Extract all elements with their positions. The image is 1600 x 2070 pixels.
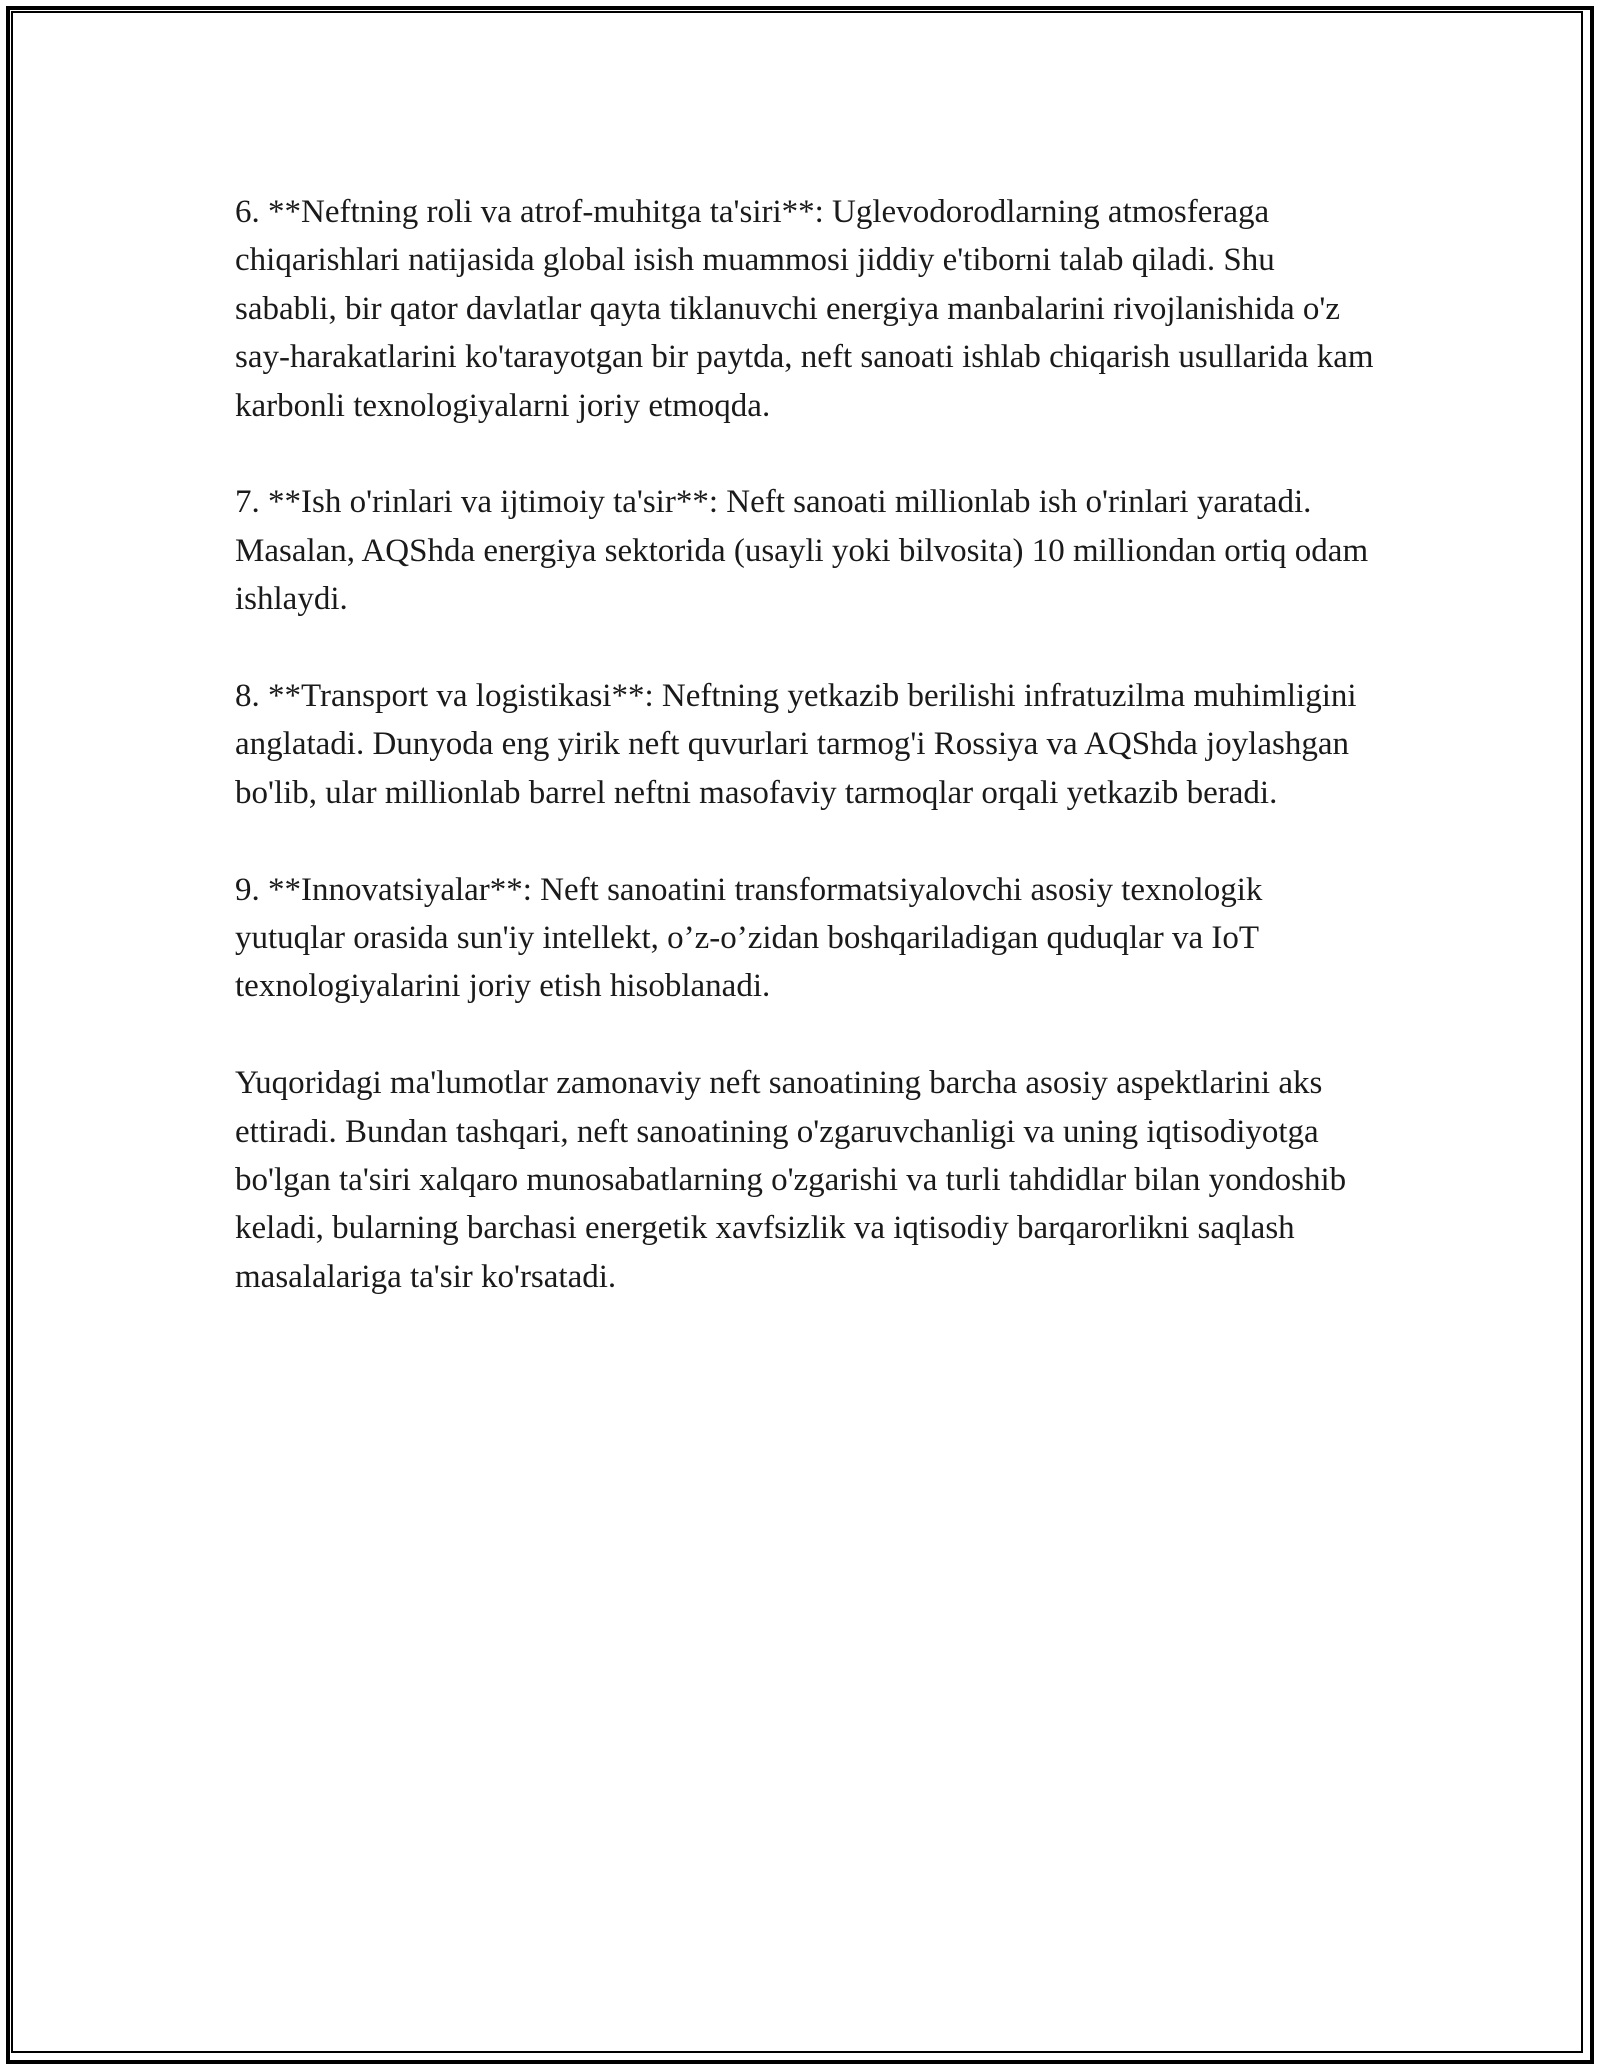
paragraph-9-innovations: 9. **Innovatsiyalar**: Neft sanoatini transformatsiyalovchi asosiy texnologik yutuqlar orasida sun'iy intellekt, o’z-o’zidan boshqariladigan quduqlar va IoT texnologiyalarini joriy etish hisoblanadi. — [235, 871, 1263, 1005]
paragraph-7-jobs: 7. **Ish o'rinlari va ijtimoiy ta'sir**: Neft sanoati millionlab ish o'rinlari yaratadi. Masalan, AQShda energiya sektorida (usayli yoki bilvosita) 10 milliondan ortiq odam ishlaydi. — [235, 484, 1369, 618]
paragraph-conclusion: Yuqoridagi ma'lumotlar zamonaviy neft sanoatining barcha asosiy aspektlarini aks ettiradi. Bundan tashqari, neft sanoatining o'zgaruvchanligi va uning iqtisodiyotga bo'lgan ta'siri xalqaro munosabatlarning o'zgarishi va turli tahdidlar bilan yondoshib keladi, bularning barchasi energetik xavfsizlik va iqtisodiy barqarorlikni saqlash masalalariga ta'sir ko'rsatadi. — [235, 1065, 1347, 1295]
document-body — [235, 188, 1375, 1350]
paragraph-6-environment: 6. **Neftning roli va atrof-muhitga ta'siri**: Uglevodorodlarning atmosferaga chiqarishlari natijasida global isish muammosi jiddiy e'tiborni talab qiladi. Shu sababli, bir qator davlatlar qayta tiklanuvchi energiya manbalarini rivojlanishida o'z say-harakatlarini ko'tarayotgan bir paytda, neft sanoati ishlab chiqarish usullarida kam karbonli texnologiyalarni joriy etmoqda. — [235, 194, 1374, 424]
paragraph-8-transport: 8. **Transport va logistikasi**: Neftning yetkazib berilishi infratuzilma muhimligini anglatadi. Dunyoda eng yirik neft quvurlari tarmog'i Rossiya va AQShda joylashgan bo'lib, ular millionlab barrel neftni masofaviy tarmoqlar orqali yetkazib beradi. — [235, 678, 1357, 811]
